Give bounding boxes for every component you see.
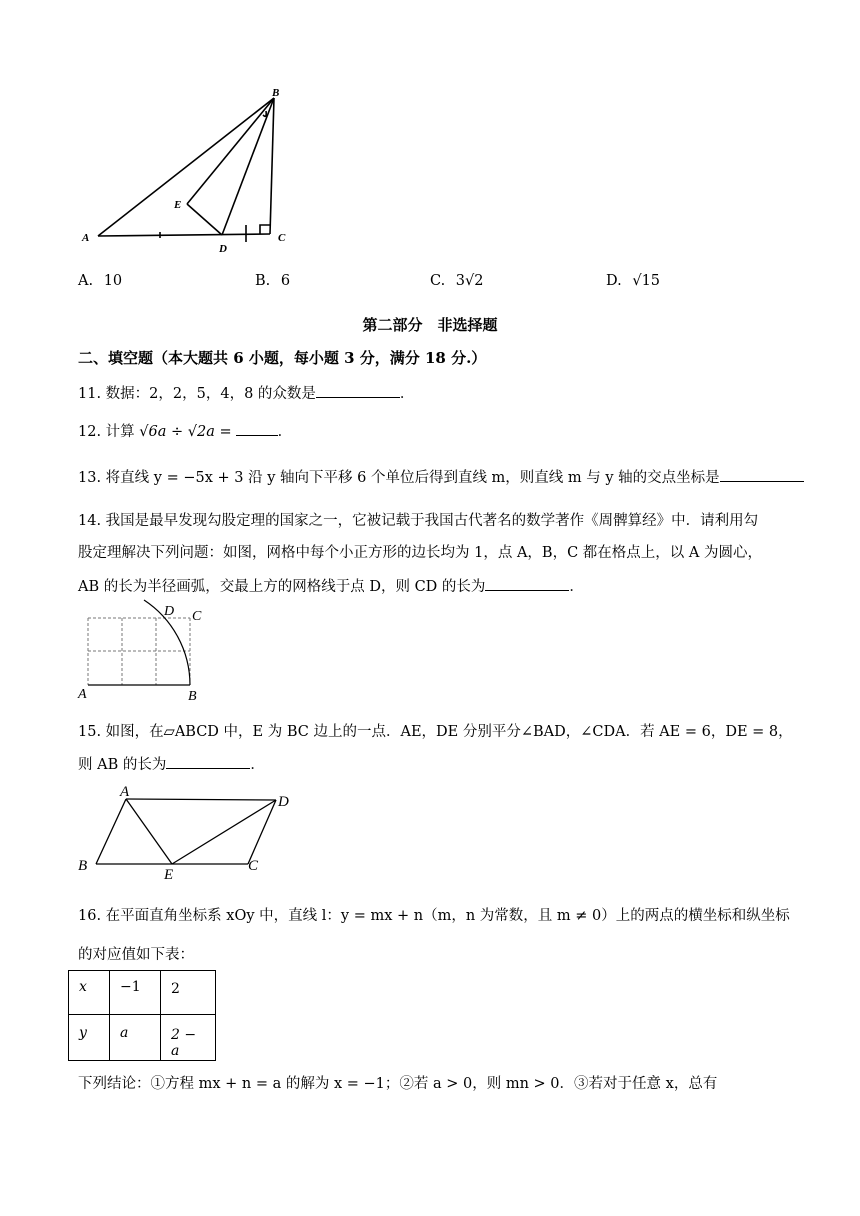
table-row (69, 971, 216, 1015)
table-cell-head: y (69, 1015, 110, 1061)
fig14-label-d: D (164, 604, 175, 619)
question-16-conclusions: 下列结论：①方程 mx + n = a 的解为 x = −1；②若 a > 0，则 mn > 0．③若对于任意 x，总有 (78, 1076, 718, 1092)
q12-expression: √6a ÷ √2a = (139, 424, 232, 440)
q12-prefix: 12. 计算 (78, 424, 135, 440)
question-14-line3: AB 的长为半径画弧，交最上方的网格线于点 D，则 CD 的长为 ． (78, 575, 584, 596)
question-15-line2: 则 AB 的长为 ． (78, 753, 265, 774)
part2-title: 第二部分 非选择题 (362, 316, 498, 334)
answer-blank (166, 754, 250, 770)
fig10-label-e: E (174, 199, 182, 211)
table-cell: 2 − a (161, 1015, 216, 1061)
q13-text: 13. 将直线 y = −5x + 3 沿 y 轴向下平移 6 个单位后得到直线 m，则直线 m 与 y 轴的交点坐标是 (78, 470, 720, 486)
table-cell: 2 (161, 971, 216, 1015)
q14-text: AB 的长为半径画弧，交最上方的网格线于点 D，则 CD 的长为 (78, 579, 486, 595)
fig15-label-a: A (120, 784, 130, 800)
question-12: 12. 计算 √6a ÷ √2a = ． (78, 420, 292, 441)
fig15-label-c: C (248, 858, 259, 874)
fig10-label-b: B (272, 87, 280, 99)
question-16-line2: 的对应值如下表： (78, 947, 194, 963)
grid-arc-figure-q14 (72, 598, 212, 704)
fig15-label-e: E (164, 867, 174, 880)
parallelogram-figure-q15 (74, 780, 304, 880)
section2-title: 二、填空题（本大题共 6 小题，每小题 3 分，满分 18 分.） (78, 349, 487, 367)
answer-blank (316, 383, 400, 399)
fig15-label-d: D (278, 794, 289, 810)
option-letter: B. (255, 273, 271, 289)
q10-option-d (606, 273, 660, 289)
option-letter: A. (78, 273, 94, 289)
fig15-label-b: B (78, 858, 88, 874)
q10-option-a (78, 273, 122, 289)
fig14-label-c: C (192, 609, 202, 624)
option-value: 10 (103, 273, 123, 289)
table-cell: a (110, 1015, 161, 1061)
option-value: √15 (632, 273, 661, 289)
question-15-line1: 15. 如图，在▱ABCD 中，E 为 BC 边上的一点．AE，DE 分别平分∠BAD，∠CDA．若 AE = 6，DE = 8， (78, 724, 793, 740)
values-table (68, 970, 216, 1061)
question-14-line2: 股定理解决下列问题：如图，网格中每个小正方形的边长均为 1，点 A，B，C 都在格点上，以 A 为圆心， (78, 545, 762, 561)
fig10-label-c: C (278, 232, 286, 244)
q10-option-b (255, 273, 290, 289)
triangle-figure-q10 (70, 80, 310, 260)
q11-text: 11. 数据：2，2，5，4，8 的众数是 (78, 386, 316, 402)
q15-text: 则 AB 的长为 (78, 757, 167, 773)
answer-blank (485, 576, 569, 592)
table-cell: −1 (110, 971, 161, 1015)
question-11: 11. 数据：2，2，5，4，8 的众数是 ． (78, 382, 414, 403)
option-letter: D. (606, 273, 622, 289)
question-13 (78, 466, 804, 487)
option-value: 3√2 (455, 273, 484, 289)
fig10-label-d: D (219, 243, 227, 255)
question-14-line1: 14. 我国是最早发现勾股定理的国家之一，它被记载于我国古代著名的数学著作《周髀算经》中．请利用勾 (78, 513, 759, 529)
q10-option-c (430, 273, 484, 289)
answer-blank (720, 467, 804, 483)
table-row (69, 1015, 216, 1061)
fig14-label-a: A (78, 687, 87, 702)
option-value: 6 (280, 273, 291, 289)
question-16-line1: 16. 在平面直角坐标系 xOy 中，直线 l：y = mx + n（m，n 为常数，且 m ≠ 0）上的两点的横坐标和纵坐标 (78, 908, 790, 924)
answer-blank (236, 421, 278, 437)
fig14-label-b: B (188, 689, 197, 704)
table-cell-head: x (69, 971, 110, 1015)
option-letter: C. (430, 273, 446, 289)
fig10-label-a: A (82, 232, 90, 244)
